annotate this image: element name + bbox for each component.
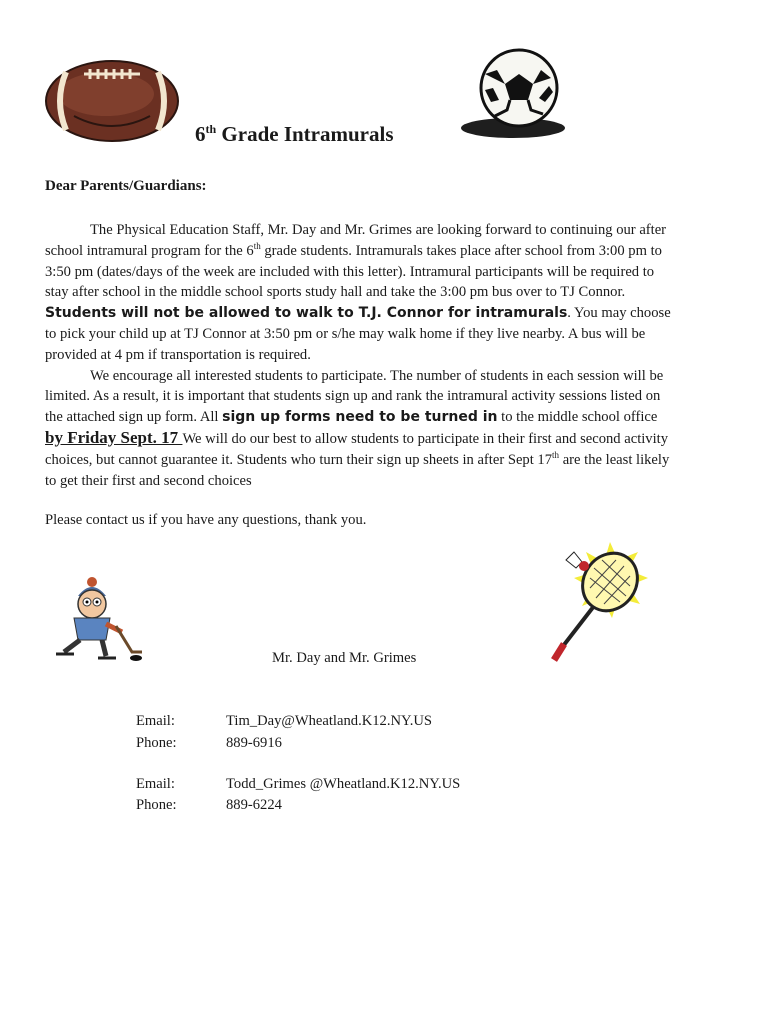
page-title: 6th Grade Intramurals (195, 122, 394, 146)
phone-label: Phone: (136, 735, 177, 751)
paragraph-1: The Physical Education Staff, Mr. Day and Mr. Grimes are looking forward to continuing our after school intramural program for the 6th grade students. Intramurals takes place after school from 3:00 pm to 3:50 pm (dates/days of the week are included with this letter). Intramural participants will be required to stay after school in the middle school sports study hall and take the 3:00 pm bus over to TJ Connor. Students will not be allowed to walk to T.J. Connor for intramurals. You may choose to pick your child up at TJ Connor at 3:50 pm or s/he may walk home if they live nearby. A bus will be provided at 4 pm if transportation is required. (45, 222, 671, 363)
email-address[interactable]: Tim_Day@Wheatland.K12.NY.US (226, 713, 432, 729)
deadline: by Friday Sept. 17 (45, 427, 183, 447)
phone-label: Phone: (136, 797, 177, 813)
phone-number: 889-6224 (226, 797, 282, 813)
paragraph-2: We encourage all interested students to participate. The number of students in each session will be limited. As a result, it is important that students sign up and rank the intramural activity sessions listed on the attached sign up form. All sign up forms need to be turned in to the middle school office by Friday Sept. 17 We will do our best to allow students to participate in their first and second activity choices, but cannot guarantee it. Students who turn their sign up sheets in after Sept 17th are the least likely to get their first and second choices (45, 367, 670, 489)
badminton-racket-illustration (546, 538, 650, 666)
email-label: Email: (136, 776, 175, 792)
salutation: Dear Parents/Guardians: (45, 178, 207, 194)
closing-line: Please contact us if you have any questions, thank you. (45, 512, 367, 528)
soccer-ball-illustration (455, 44, 567, 144)
hockey-player-illustration (44, 574, 144, 666)
email-address[interactable]: Todd_Grimes @Wheatland.K12.NY.US (226, 776, 461, 792)
football-illustration (44, 58, 180, 144)
phone-number: 889-6916 (226, 735, 282, 751)
letter-body (45, 220, 677, 491)
email-label: Email: (136, 713, 175, 729)
signature: Mr. Day and Mr. Grimes (272, 650, 417, 666)
